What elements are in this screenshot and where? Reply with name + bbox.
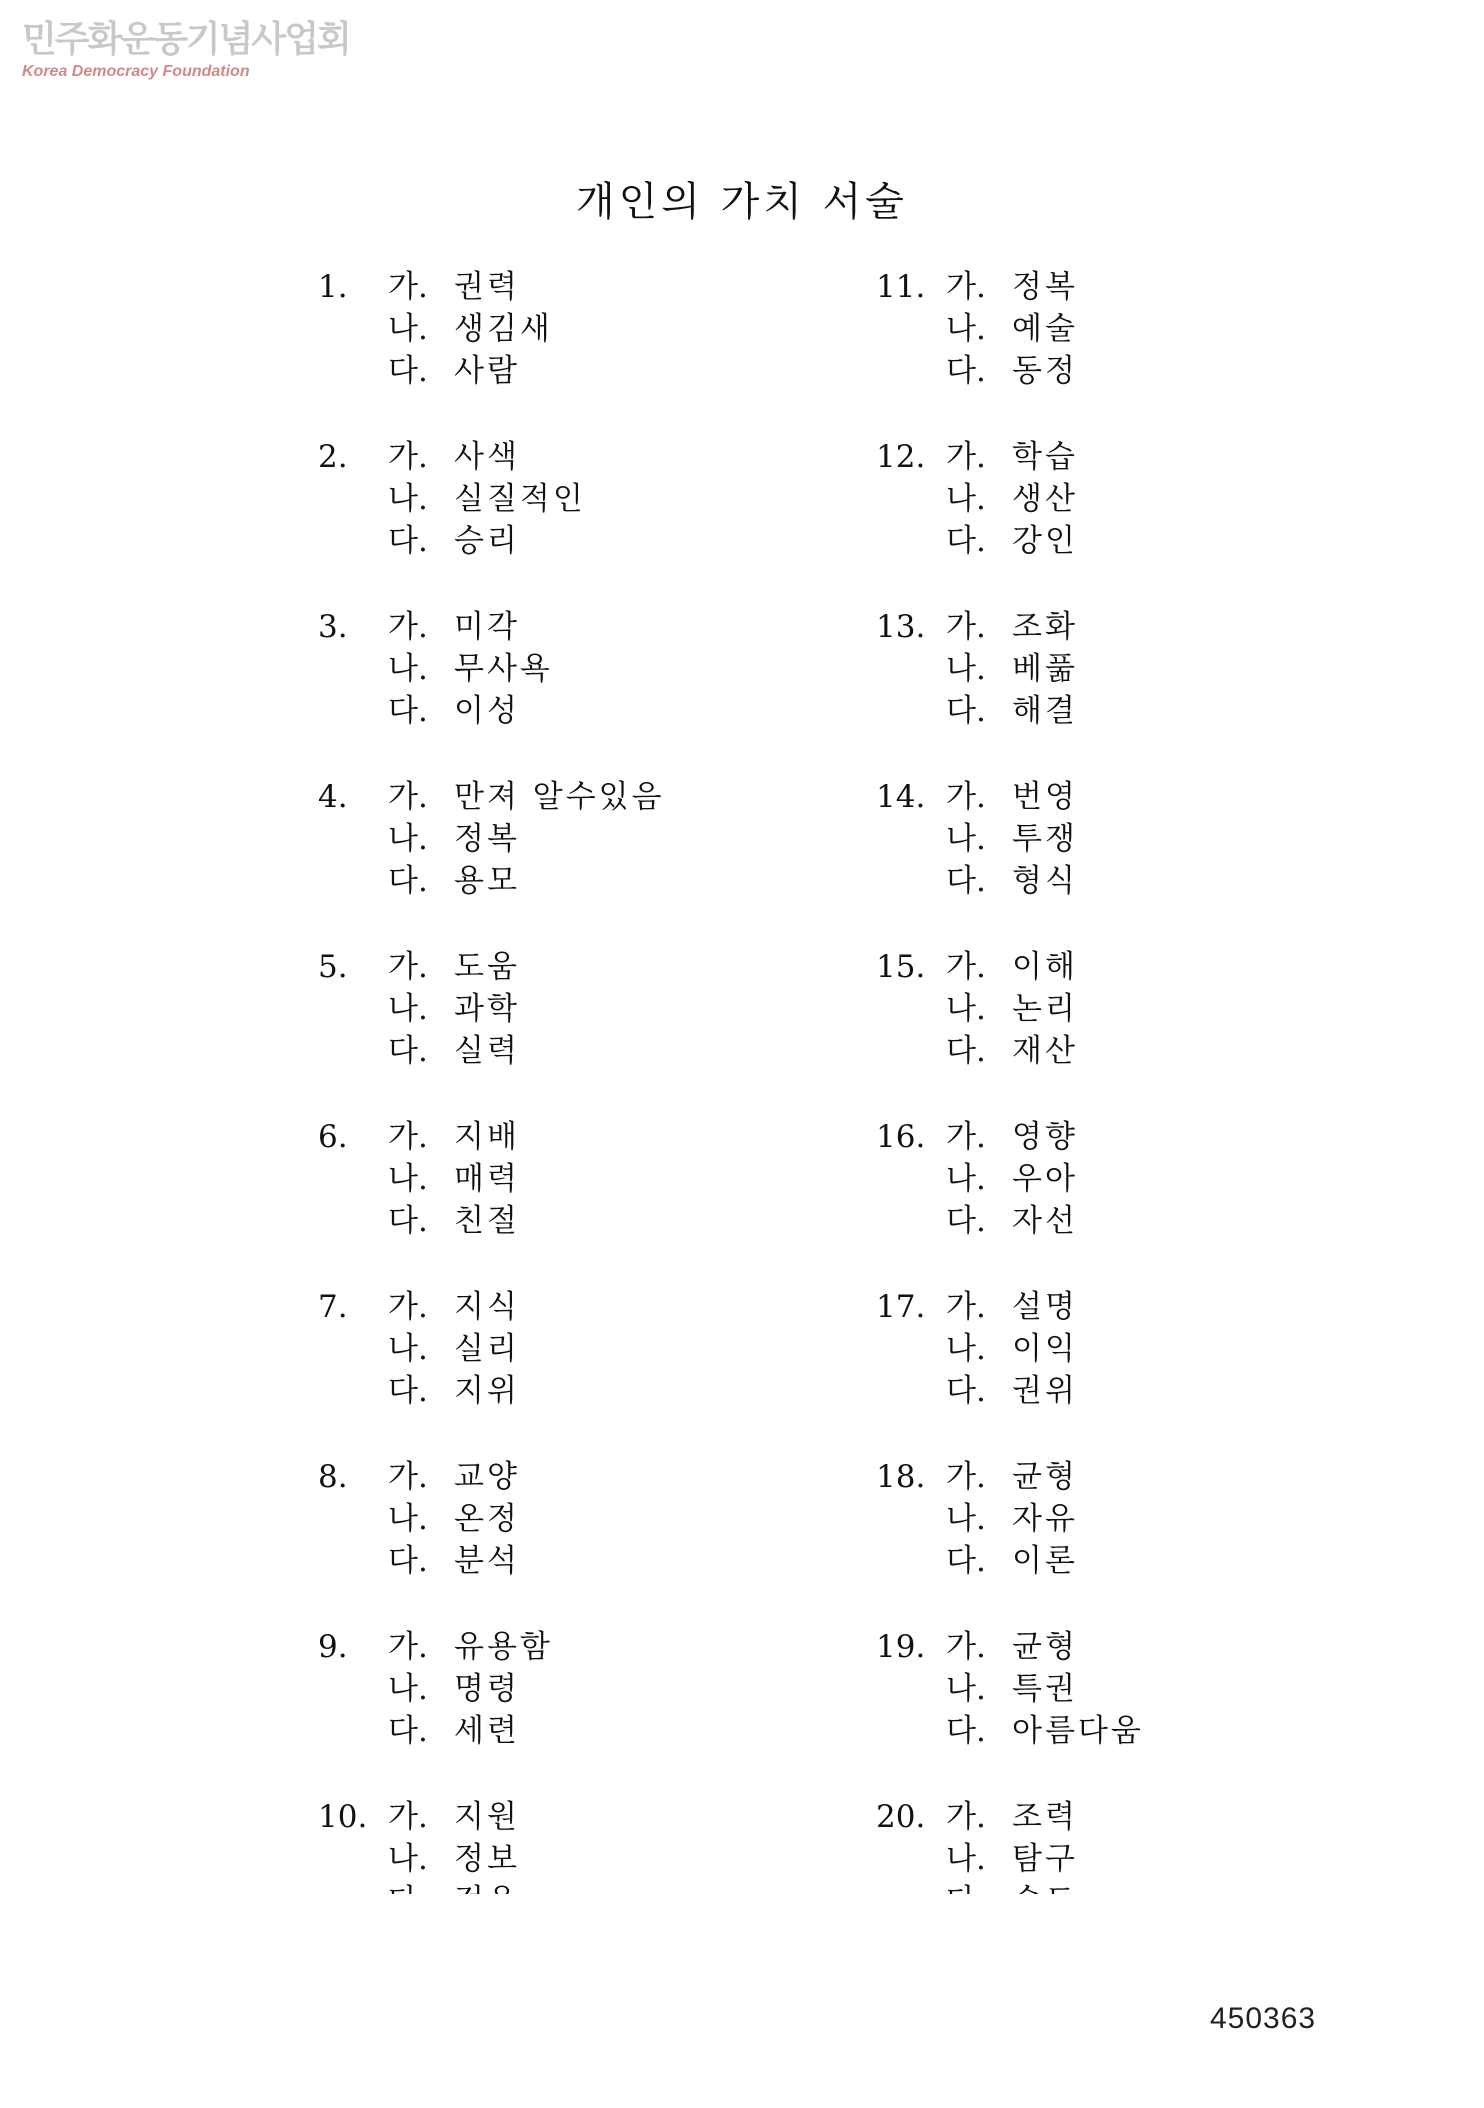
option-text: 권위 xyxy=(1012,1373,1078,1409)
item-number: 8. xyxy=(318,1459,348,1495)
option-marker: 나. xyxy=(388,481,428,517)
option-text: 사람 xyxy=(454,353,520,389)
option-marker: 가. xyxy=(388,949,428,985)
option-da xyxy=(388,1200,520,1242)
option-na xyxy=(388,988,520,1030)
option-da xyxy=(946,1540,1078,1582)
item-number: 3. xyxy=(318,609,348,645)
option-na xyxy=(388,308,553,350)
option-marker: 가. xyxy=(946,1799,986,1835)
option-marker: 가. xyxy=(388,1799,428,1835)
option-marker: 가. xyxy=(946,949,986,985)
option-marker: 다. xyxy=(946,353,986,389)
option-text: 학습 xyxy=(1012,439,1078,475)
foundation-watermark xyxy=(22,18,350,82)
option-na xyxy=(946,1328,1078,1370)
option-marker: 나. xyxy=(388,821,428,857)
option-text: 생산 xyxy=(1012,481,1078,517)
option-text: 예술 xyxy=(1012,311,1078,347)
option-text: 탐구 xyxy=(1012,1841,1078,1877)
option-marker: 다. xyxy=(388,1713,428,1749)
option-marker: 다. xyxy=(946,523,986,559)
option-text: 교양 xyxy=(454,1459,520,1495)
option-marker: 나. xyxy=(388,1501,428,1537)
item-number: 6. xyxy=(318,1119,348,1155)
option-text: 실질적인 xyxy=(454,481,586,517)
option-marker: 나. xyxy=(946,1331,986,1367)
item-number: 2. xyxy=(318,439,348,475)
option-text: 온정 xyxy=(454,1501,520,1537)
option-text: 논리 xyxy=(1012,991,1078,1027)
option-text: 강인 xyxy=(1012,523,1078,559)
option-ga xyxy=(946,1796,1078,1838)
option-marker: 가. xyxy=(388,1629,428,1665)
item-number: 16. xyxy=(876,1119,926,1155)
watermark-korean: 민주화운동기념사업회 xyxy=(22,19,350,60)
item-number: 15. xyxy=(876,949,926,985)
option-text: 과학 xyxy=(454,991,520,1027)
option-text: 영향 xyxy=(1012,1119,1078,1155)
option-da xyxy=(388,690,520,732)
option-marker: 가. xyxy=(388,439,428,475)
option-text: 정복 xyxy=(454,821,520,857)
item-number: 9. xyxy=(318,1629,348,1665)
option-text: 세련 xyxy=(454,1713,520,1749)
option-text: 이성 xyxy=(454,693,520,729)
option-na xyxy=(946,478,1078,520)
item-number: 12. xyxy=(876,439,926,475)
item-number: 4. xyxy=(318,779,348,815)
option-text: 조력 xyxy=(1012,1799,1078,1835)
option-text: 번영 xyxy=(1012,779,1078,815)
option-na xyxy=(946,1838,1078,1880)
option-text: 정복 xyxy=(1012,269,1078,305)
option-text: 자유 xyxy=(1012,1501,1078,1537)
option-marker: 다. xyxy=(388,693,428,729)
option-na xyxy=(946,1668,1078,1710)
option-text: 정보 xyxy=(454,1841,520,1877)
option-marker: 나. xyxy=(388,651,428,687)
option-ga xyxy=(946,606,1078,648)
option-na xyxy=(388,1498,520,1540)
option-na xyxy=(946,308,1078,350)
option-text: 실력 xyxy=(454,1033,520,1069)
item-number: 19. xyxy=(876,1629,926,1665)
option-marker: 나. xyxy=(946,311,986,347)
option-da xyxy=(946,350,1078,392)
option-marker: 가. xyxy=(946,779,986,815)
option-text: 지식 xyxy=(454,1289,520,1325)
page-number: 450363 xyxy=(1210,2002,1317,2035)
option-ga xyxy=(946,1626,1078,1668)
option-ga xyxy=(946,436,1078,478)
option-ga xyxy=(388,266,520,308)
option-marker: 나. xyxy=(946,481,986,517)
option-text: 명령 xyxy=(454,1671,520,1707)
option-da xyxy=(388,860,520,902)
option-text: 아름다움 xyxy=(1012,1713,1144,1749)
option-da xyxy=(946,860,1078,902)
option-da xyxy=(388,1540,520,1582)
option-marker: 다. xyxy=(946,1373,986,1409)
option-marker: 다. xyxy=(946,863,986,899)
option-na xyxy=(946,988,1078,1030)
option-text: 동정 xyxy=(1012,353,1078,389)
option-na xyxy=(388,1328,520,1370)
item-number: 10. xyxy=(318,1799,368,1835)
option-text: 유용함 xyxy=(454,1629,553,1665)
page-title: 개인의 가치 서술 xyxy=(576,179,908,225)
item-number: 20. xyxy=(876,1799,926,1835)
option-text: 이익 xyxy=(1012,1331,1078,1367)
option-text: 해결 xyxy=(1012,693,1078,729)
option-da xyxy=(388,1370,520,1412)
option-marker: 다. xyxy=(946,1713,986,1749)
option-ga xyxy=(388,1116,520,1158)
option-marker: 나. xyxy=(388,311,428,347)
option-ga xyxy=(946,1286,1078,1328)
option-ga xyxy=(388,1286,520,1328)
option-text: 친절 xyxy=(454,1203,520,1239)
option-marker: 나. xyxy=(946,651,986,687)
option-marker: 나. xyxy=(388,991,428,1027)
option-na xyxy=(946,1498,1078,1540)
item-number: 1. xyxy=(318,269,348,305)
option-text: 이해 xyxy=(1012,949,1078,985)
option-text: 형식 xyxy=(1012,863,1078,899)
option-marker: 나. xyxy=(388,1331,428,1367)
option-na xyxy=(388,1668,520,1710)
option-marker: 나. xyxy=(388,1841,428,1877)
item-number: 17. xyxy=(876,1289,926,1325)
option-text: 조화 xyxy=(1012,609,1078,645)
option-text: 매력 xyxy=(454,1161,520,1197)
option-marker: 가. xyxy=(388,779,428,815)
option-text: 지원 xyxy=(454,1799,520,1835)
option-text: 재산 xyxy=(1012,1033,1078,1069)
option-text: 설명 xyxy=(1012,1289,1078,1325)
item-number: 14. xyxy=(876,779,926,815)
option-text: 균형 xyxy=(1012,1459,1078,1495)
option-marker: 다. xyxy=(388,1373,428,1409)
option-ga xyxy=(388,1796,520,1838)
option-text: 승리 xyxy=(454,523,520,559)
option-na xyxy=(388,648,553,690)
option-na xyxy=(946,648,1078,690)
option-marker: 가. xyxy=(946,1629,986,1665)
option-text: 우아 xyxy=(1012,1161,1078,1197)
item-number: 11. xyxy=(876,269,926,305)
option-marker: 나. xyxy=(388,1161,428,1197)
option-marker: 가. xyxy=(388,1119,428,1155)
option-text: 미각 xyxy=(454,609,520,645)
option-marker: 가. xyxy=(946,439,986,475)
option-text: 베풂 xyxy=(1012,651,1078,687)
option-marker: 나. xyxy=(388,1671,428,1707)
option-marker: 나. xyxy=(946,1671,986,1707)
option-marker: 다. xyxy=(388,1033,428,1069)
option-text: 지위 xyxy=(454,1373,520,1409)
option-marker: 가. xyxy=(946,1459,986,1495)
option-ga xyxy=(388,436,520,478)
option-ga xyxy=(946,266,1078,308)
option-marker: 나. xyxy=(946,1161,986,1197)
option-da xyxy=(946,1200,1078,1242)
option-text: 지배 xyxy=(454,1119,520,1155)
option-text: 사색 xyxy=(454,439,520,475)
option-na xyxy=(388,1838,520,1880)
option-ga xyxy=(388,1456,520,1498)
option-na xyxy=(388,1158,520,1200)
option-marker: 나. xyxy=(946,821,986,857)
option-text: 분석 xyxy=(454,1543,520,1579)
option-da xyxy=(388,350,520,392)
option-text: 무사욕 xyxy=(454,651,553,687)
option-marker: 가. xyxy=(946,1289,986,1325)
item-number: 5. xyxy=(318,949,348,985)
option-da xyxy=(946,1370,1078,1412)
option-marker: 다. xyxy=(946,1033,986,1069)
option-marker: 다. xyxy=(388,1543,428,1579)
option-marker: 다. xyxy=(946,1203,986,1239)
option-text: 생김새 xyxy=(454,311,553,347)
option-marker: 가. xyxy=(388,1289,428,1325)
watermark-english: Korea Democracy Foundation xyxy=(22,63,250,80)
option-text: 투쟁 xyxy=(1012,821,1078,857)
option-ga xyxy=(388,946,520,988)
option-marker: 가. xyxy=(946,609,986,645)
option-ga xyxy=(388,1626,553,1668)
option-ga xyxy=(946,1456,1078,1498)
option-da xyxy=(946,690,1078,732)
option-marker: 다. xyxy=(388,523,428,559)
option-marker: 다. xyxy=(388,1203,428,1239)
option-marker: 나. xyxy=(946,1501,986,1537)
option-marker: 가. xyxy=(946,1119,986,1155)
option-ga xyxy=(946,1116,1078,1158)
option-text: 자선 xyxy=(1012,1203,1078,1239)
item-number: 7. xyxy=(318,1289,348,1325)
option-marker: 가. xyxy=(946,269,986,305)
option-text: 도움 xyxy=(454,949,520,985)
option-ga xyxy=(946,946,1078,988)
option-marker: 가. xyxy=(388,269,428,305)
option-da xyxy=(946,1710,1144,1752)
option-marker: 가. xyxy=(388,1459,428,1495)
option-da xyxy=(388,520,520,562)
option-text: 이론 xyxy=(1012,1543,1078,1579)
option-na xyxy=(946,1158,1078,1200)
item-number: 18. xyxy=(876,1459,926,1495)
option-da xyxy=(946,1030,1078,1072)
option-text: 실리 xyxy=(454,1331,520,1367)
option-marker: 가. xyxy=(388,609,428,645)
option-na xyxy=(388,478,586,520)
option-ga xyxy=(388,776,665,818)
option-marker: 다. xyxy=(388,863,428,899)
option-text: 권력 xyxy=(454,269,520,305)
option-text: 용모 xyxy=(454,863,520,899)
option-marker: 다. xyxy=(946,1543,986,1579)
option-text: 특권 xyxy=(1012,1671,1078,1707)
option-da xyxy=(388,1710,520,1752)
option-text: 균형 xyxy=(1012,1629,1078,1665)
option-na xyxy=(946,818,1078,860)
option-marker: 다. xyxy=(946,693,986,729)
option-text: 만져 알수있음 xyxy=(454,779,665,815)
item-number: 13. xyxy=(876,609,926,645)
option-ga xyxy=(946,776,1078,818)
option-marker: 나. xyxy=(946,1841,986,1877)
option-na xyxy=(388,818,520,860)
option-da xyxy=(946,520,1078,562)
option-ga xyxy=(388,606,520,648)
scan-cutoff-blank xyxy=(0,1894,1484,2108)
option-marker: 다. xyxy=(388,353,428,389)
option-da xyxy=(388,1030,520,1072)
option-marker: 나. xyxy=(946,991,986,1027)
